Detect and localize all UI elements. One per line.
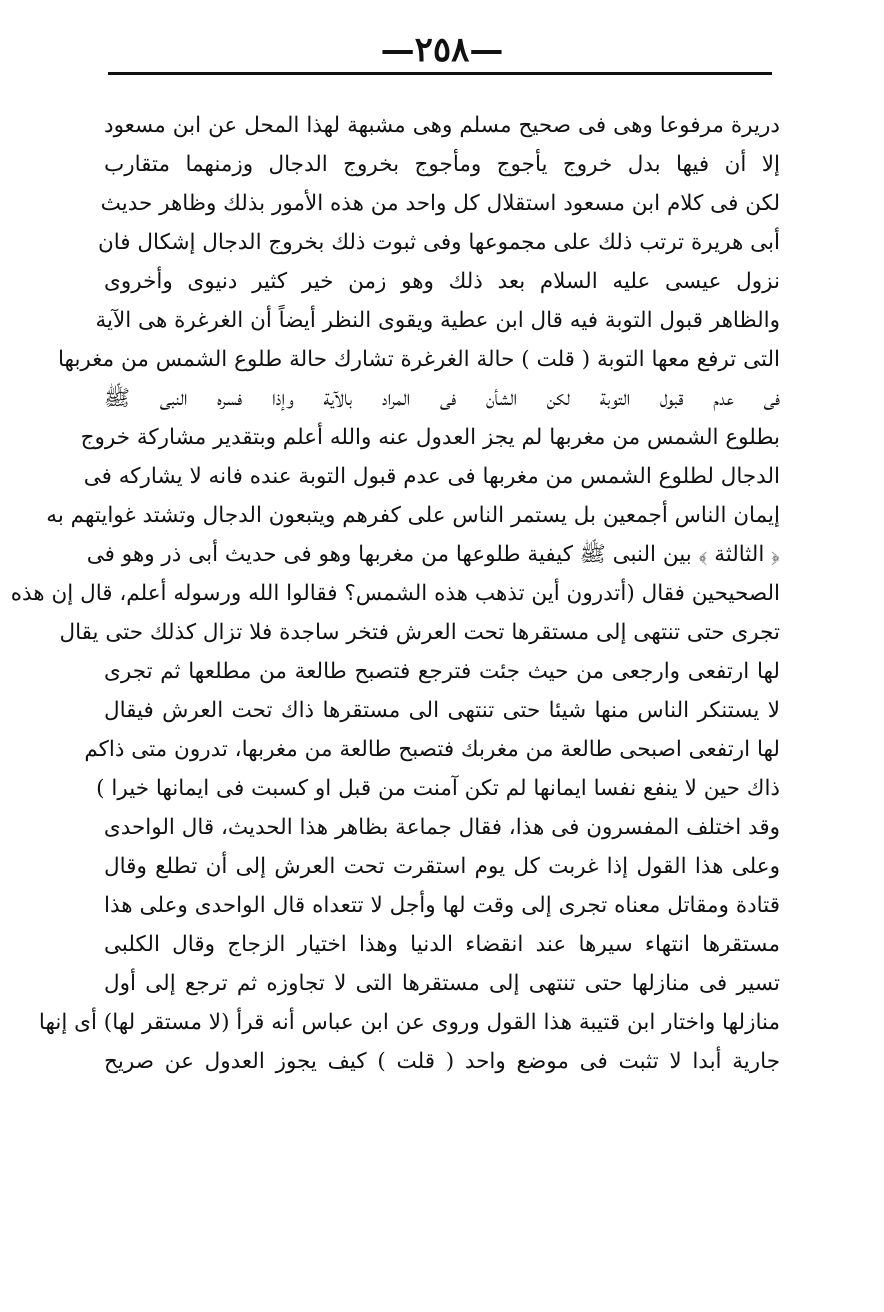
text-line: قتادة ومقاتل معناه تجرى إلى وقت لها وأجل لا تتعداه قال الواحدى وعلى هذا	[104, 893, 780, 918]
text-line: الدجال لطلوع الشمس من مغربها فى عدم قبول التوبة عنده فانه لا يشاركه فى	[83, 464, 780, 489]
text-line: تجرى حتى تنتهى إلى مستقرها تحت العرش فتخر ساجدة فلا تزال كذلك حتى يقال	[59, 620, 780, 645]
text-line: جارية أبدا لا تثبت فى موضع واحد ( قلت ) كيف يجوز العدول عن صريح	[104, 1049, 780, 1074]
text-line: أبى هريرة ترتب ذلك على مجموعها وفى ثبوت ذلك بخروج الدجال إشكال فان	[97, 230, 780, 255]
text-line: التى ترفع معها التوبة ( قلت ) حالة الغرغرة تشارك حالة طلوع الشمس من مغربها	[57, 347, 780, 372]
header-rule	[108, 72, 772, 75]
text-line: فى عدم قبول التوبة لكن الشأن فى المراد بالآية وإذا فسره النبى ﷺ	[104, 386, 780, 411]
text-line: تسير فى منازلها حتى تنتهى إلى مستقرها التى لا تجاوزه ثم ترجع إلى أول	[104, 971, 780, 996]
text-line: دريرة مرفوعا وهى فى صحيح مسلم وهى مشبهة لهذا المحل عن ابن مسعود	[104, 113, 780, 138]
text-line: وعلى هذا القول إذا غربت كل يوم استقرت تحت العرش إلى أن تطلع وقال	[104, 854, 780, 879]
text-line: والظاهر قبول التوبة فيه قال ابن عطية ويقوى النظر أيضاً أن الغرغرة هى الآية	[95, 308, 780, 333]
text-line: إيمان الناس أجمعين بل يستمر الناس على كفرهم ويتبعون الدجال وتشتد غوايتهم به	[46, 503, 780, 528]
text-line: لا يستنكر الناس منها شيئا حتى تنتهى الى مستقرها ذاك تحت العرش فيقال	[104, 698, 780, 723]
text-line: لها ارتفعى وارجعى من حيث جئت فترجع فتصبح طالعة من مطلعها ثم تجرى	[104, 659, 780, 684]
text-line: لكن فى كلام ابن مسعود استقلال كل واحد من هذه الأمور بذلك وظاهر حديث	[100, 191, 780, 216]
text-line: مستقرها انتهاء سيرها عند انقضاء الدنيا وهذا اختيار الزجاج وقال الكلبى	[104, 932, 780, 957]
text-line: بطلوع الشمس من مغربها لم يجز العدول عنه والله أعلم وبتقدير مشاركة خروج	[80, 425, 780, 450]
section-heading-line: ﴿ الثالثة ﴾ بين النبى ﷺ كيفية طلوعها من مغربها وهو فى حديث أبى ذر وهو فى	[86, 542, 780, 567]
body-text	[10, 106, 780, 1081]
text-line: ذاك حين لا ينفع نفسا ايمانها لم تكن آمنت من قبل او كسبت فى ايمانها خيرا )	[96, 776, 780, 801]
text-line: لها ارتفعى اصبحى طالعة من مغربك فتصبح طالعة من مغربها، تدرون متى ذاكم	[84, 737, 780, 762]
text-line: منازلها واختار ابن قتيبة هذا القول وروى عن ابن عباس أنه قرأ (لا مستقر لها) أى إنها	[38, 1010, 780, 1035]
text-line: إلا أن فيها بدل خروج يأجوج ومأجوج بخروج الدجال وزمنهما متقارب	[104, 152, 780, 177]
text-line: الصحيحين فقال (أتدرون أين تذهب هذه الشمس؟ فقالوا الله ورسوله أعلم، قال إن هذه	[10, 581, 780, 606]
text-line: نزول عيسى عليه السلام بعد ذلك وهو زمن خير كثير دنيوى وأخروى	[104, 269, 780, 294]
text-line: وقد اختلف المفسرون فى هذا، فقال جماعة بظاهر هذا الحديث، قال الواحدى	[103, 815, 780, 840]
page-number: —٢٥٨—	[380, 30, 504, 70]
